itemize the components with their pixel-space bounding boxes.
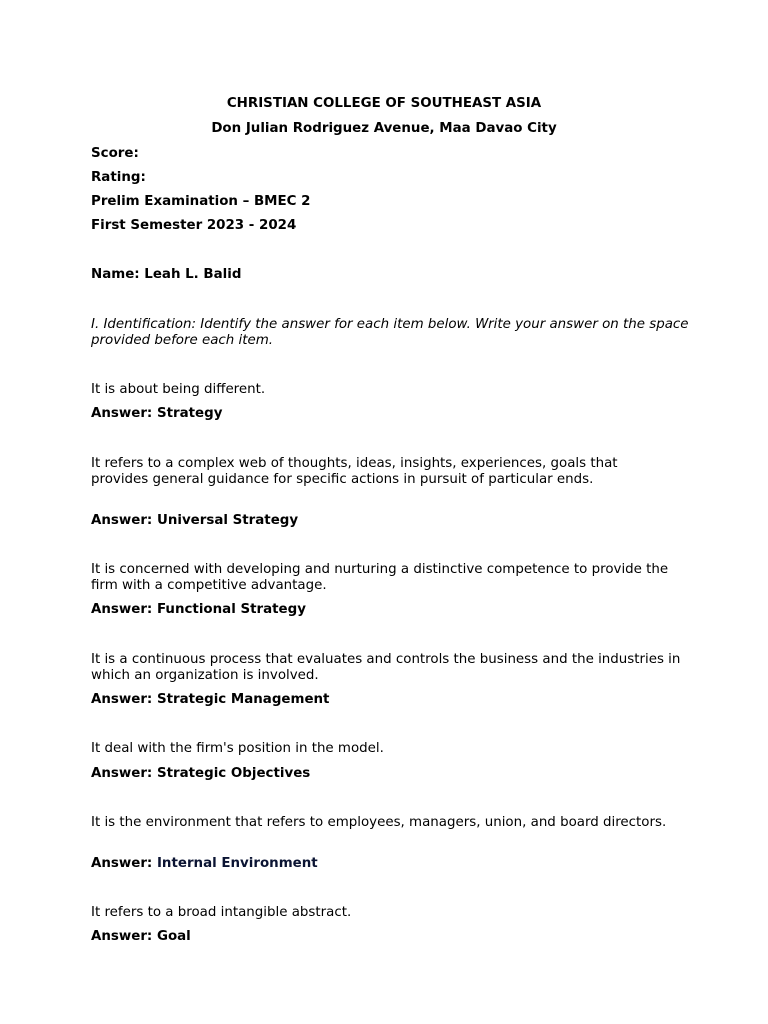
answer-label: Answer: [91,692,153,707]
question-2: It refers to a complex web of thoughts, ideas, insights, experiences, goals that provides general guidance for specific actions in pursuit of particular ends. [91,456,618,488]
question-1: It is about being different. [91,382,266,397]
question-3: It is concerned with developing and nurturing a distinctive competence to provide the firm with a competitive advantage. [91,562,669,594]
answer-2 [91,513,298,529]
answer-label: Answer: [91,513,153,528]
school-name: CHRISTIAN COLLEGE OF SOUTHEAST ASIA [226,96,542,111]
answer-label: Answer: [91,929,153,944]
answer-value: Universal Strategy [156,513,299,528]
answer-label: Answer: [91,406,153,421]
instructions: I. Identification: Identify the answer for each item below. Write your answer on the space provided before each item. [91,317,689,349]
answer-3 [91,602,306,618]
answer-label: Answer: [91,766,153,781]
answer-value: Internal Environment [156,856,318,871]
answer-value: Strategy [156,406,223,421]
question-6: It is the environment that refers to employees, managers, union, and board directors. [91,815,667,830]
exam-title: Prelim Examination – BMEC 2 [91,194,311,209]
rating-label: Rating: [91,170,146,185]
answer-value: Goal [156,929,191,944]
score-label: Score: [91,146,139,161]
question-5: It deal with the firm's position in the model. [91,741,384,756]
answer-4 [91,692,329,708]
student-name: Name: Leah L. Balid [91,267,242,282]
answer-value: Strategic Objectives [156,766,311,781]
question-7: It refers to a broad intangible abstract. [91,905,352,920]
school-address: Don Julian Rodriguez Avenue, Maa Davao City [211,121,557,136]
answer-7 [91,929,191,945]
semester-label: First Semester 2023 - 2024 [91,218,297,233]
answer-6 [91,856,318,872]
answer-value: Strategic Management [156,692,330,707]
answer-1 [91,406,222,422]
answer-5 [91,766,310,782]
answer-value: Functional Strategy [156,602,306,617]
answer-label: Answer: [91,856,153,871]
answer-label: Answer: [91,602,153,617]
question-4: It is a continuous process that evaluates and controls the business and the industries in which an organization is involved. [91,652,681,684]
